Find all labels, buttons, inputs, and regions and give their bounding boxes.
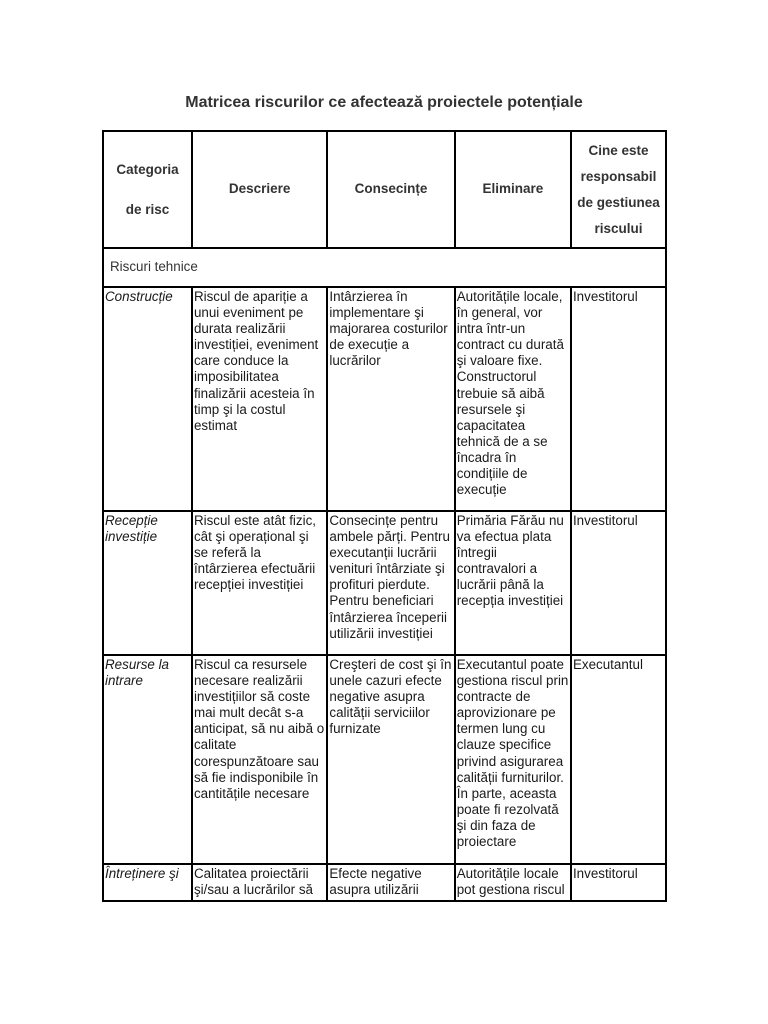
table-header-row <box>103 131 666 248</box>
section-row <box>103 248 666 287</box>
table-row <box>103 864 666 901</box>
row-description: Riscul de apariție a unui eveniment pe durata realizării investiției, eveniment care conduce la imposibilitatea finalizării acesteia în timp şi la costul estimat <box>192 287 327 511</box>
header-consequences: Consecințe <box>327 131 454 248</box>
risk-matrix-table <box>102 130 667 902</box>
table-row <box>103 511 666 655</box>
row-responsible: Investitorul <box>571 864 666 901</box>
row-responsible: Investitorul <box>571 287 666 511</box>
header-description: Descriere <box>192 131 327 248</box>
page-title: Matricea riscurilor ce afectează proiectele potențiale <box>185 94 583 111</box>
header-responsible-line1: Cine este <box>588 142 649 158</box>
row-description: Riscul este atât fizic, cât şi operațional şi se referă la întârzierea efectuării recepției investiției <box>192 511 327 655</box>
row-description: Riscul ca resursele necesare realizării investițiilor să coste mai mult decât s-a anticipat, să nu aibă o calitate corespunzătoare sau să fie indisponibile în cantitățile necesare <box>192 655 327 864</box>
row-category: Recepție investiție <box>103 511 192 655</box>
header-responsible <box>571 131 666 248</box>
header-responsible-line4: riscului <box>594 220 643 236</box>
row-elimination: Primăria Fărău nu va efectua plata întregii contravalori a lucrării până la recepția investiției <box>455 511 571 655</box>
header-elimination: Eliminare <box>455 131 571 248</box>
row-category: Resurse la intrare <box>103 655 192 864</box>
header-responsible-line2: responsabil <box>580 168 657 184</box>
row-consequences: Intârzierea în implementare şi majorarea costurilor de execuție a lucrărilor <box>327 287 454 511</box>
row-elimination: Autoritățile locale, în general, vor intra într-un contract cu durată şi valoare fixe. Constructorul trebuie să aibă resursele şi capacitatea tehnică de a se încadra în condițiile de execuție <box>455 287 571 511</box>
row-consequences: Creşteri de cost şi în unele cazuri efecte negative asupra calității serviciilor furnizate <box>327 655 454 864</box>
table-row <box>103 287 666 511</box>
row-elimination: Executantul poate gestiona riscul prin contracte de aprovizionare pe termen lung cu clauze specifice privind asigurarea calității furniturilor. În parte, aceasta poate fi rezolvată şi din faza de proiectare <box>455 655 571 864</box>
header-category-line2: de risc <box>125 201 170 217</box>
row-consequences: Consecințe pentru ambele părți. Pentru executanții lucrării venituri întârziate şi profituri pierdute. Pentru beneficiari întârzierea începerii utilizării investiției <box>327 511 454 655</box>
table-row <box>103 655 666 864</box>
header-category-line1: Categoria <box>116 161 179 177</box>
row-elimination: Autoritățile locale pot gestiona riscul <box>455 864 571 901</box>
section-label: Riscuri tehnice <box>103 248 666 287</box>
row-category: Întreținere şi <box>103 864 192 901</box>
row-consequences: Efecte negative asupra utilizării <box>327 864 454 901</box>
header-category <box>103 131 192 248</box>
header-responsible-line3: de gestiunea <box>577 194 660 210</box>
row-responsible: Investitorul <box>571 511 666 655</box>
row-responsible: Executantul <box>571 655 666 864</box>
row-category: Construcție <box>103 287 192 511</box>
row-description: Calitatea proiectării şi/sau a lucrărilor să <box>192 864 327 901</box>
